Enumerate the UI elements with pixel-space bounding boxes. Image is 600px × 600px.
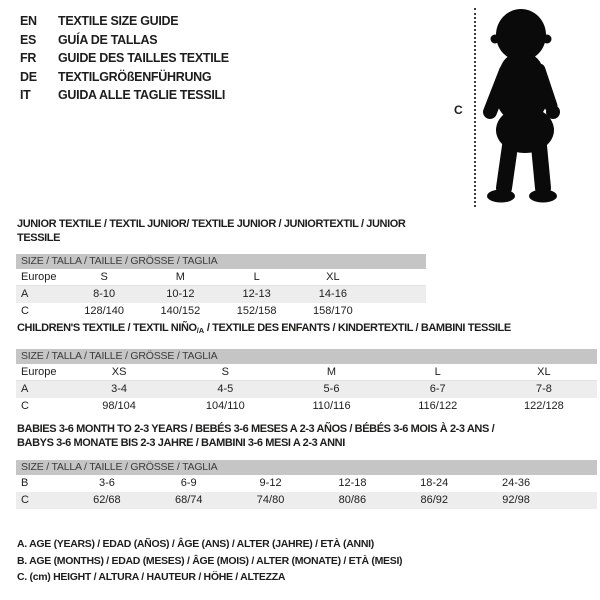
table-cell: 9-12 <box>259 477 282 489</box>
table-cell: M <box>326 366 337 378</box>
language-label: GUIDA ALLE TAGLIE TESSILI <box>58 88 226 103</box>
table-cell: 62/68 <box>93 494 121 506</box>
junior-table-rows <box>16 269 426 320</box>
table-cell: L <box>434 366 441 378</box>
table-cell: XL <box>326 271 340 283</box>
language-code: DE <box>20 69 37 84</box>
table-row <box>16 398 597 415</box>
footnote-c: C. (cm) HEIGHT / ALTURA / HAUTEUR / HÖHE / ALTEZZA <box>17 571 286 583</box>
table-cell: 110/116 <box>312 400 351 412</box>
table-row <box>16 303 426 320</box>
table-cell: 4-5 <box>217 383 234 395</box>
table-row <box>16 492 597 509</box>
children-title-suffix: / TEXTILE DES ENFANTS / KINDERTEXTIL / BAMBINI TESSILE <box>204 322 511 334</box>
table-row <box>16 286 426 303</box>
language-row-de <box>20 68 340 87</box>
children-textile-table <box>16 321 597 415</box>
table-cell: 98/104 <box>102 400 136 412</box>
babies-textile-table <box>16 422 597 509</box>
table-cell: 122/128 <box>524 400 564 412</box>
table-cell: M <box>175 271 185 283</box>
babies-title-line1: BABIES 3-6 MONTH TO 2-3 YEARS / BEBÉS 3-6 MESES A 2-3 AÑOS / BÉBÉS 3-6 MOIS À 2-3 ANS / <box>17 423 495 435</box>
babies-table-rows <box>16 475 597 509</box>
size-header-bar: SIZE / TALLA / TAILLE / GRÖSSE / TAGLIA <box>16 349 597 364</box>
row-label: Europe <box>21 366 57 378</box>
footnote-b: B. AGE (MONTHS) / EDAD (MESES) / ÂGE (MOIS) / ALTER (MONATE) / ETÀ (MESI) <box>17 554 403 567</box>
babies-table-title <box>16 422 597 450</box>
language-list <box>20 12 340 105</box>
table-cell: 6-7 <box>429 383 446 395</box>
language-label: GUÍA DE TALLAS <box>58 32 158 47</box>
table-cell: 24-36 <box>501 477 531 489</box>
table-cell: 140/152 <box>160 305 201 317</box>
table-row <box>16 475 597 492</box>
table-cell: 74/80 <box>256 494 285 506</box>
table-cell: 152/158 <box>236 305 277 317</box>
table-cell: 80/86 <box>338 494 367 506</box>
language-code: FR <box>20 51 37 66</box>
language-row-fr <box>20 49 340 68</box>
size-header-bar: SIZE / TALLA / TAILLE / GRÖSSE / TAGLIA <box>16 460 597 475</box>
table-cell: 12-18 <box>338 477 367 489</box>
table-row <box>16 381 597 398</box>
language-row-en <box>20 12 340 31</box>
language-row-es <box>20 31 340 50</box>
table-row <box>16 364 597 381</box>
table-row <box>16 269 426 286</box>
table-cell: 104/110 <box>205 400 245 412</box>
children-table-title <box>16 321 597 338</box>
table-cell: 7-8 <box>535 383 552 395</box>
size-header-bar: SIZE / TALLA / TAILLE / GRÖSSE / TAGLIA <box>16 254 426 269</box>
junior-textile-table <box>16 217 426 320</box>
height-measure-label: C <box>454 103 463 117</box>
table-cell: L <box>253 271 260 283</box>
table-cell: XL <box>537 366 551 378</box>
footnotes <box>17 536 402 586</box>
baby-silhouette-icon <box>483 8 567 205</box>
row-label: C <box>21 305 29 317</box>
language-label: TEXTILE SIZE GUIDE <box>58 14 179 28</box>
row-label: B <box>21 477 29 489</box>
children-title-sub: /A <box>196 326 205 335</box>
table-cell: S <box>221 366 229 378</box>
table-cell: 18-24 <box>420 477 449 489</box>
table-cell: 3-6 <box>98 477 115 489</box>
children-table-rows <box>16 364 597 415</box>
table-cell: 8-10 <box>93 288 116 300</box>
table-cell: 5-6 <box>323 383 340 395</box>
language-code: IT <box>20 88 31 103</box>
junior-table-title: JUNIOR TEXTILE / TEXTIL JUNIOR/ TEXTILE JUNIOR / JUNIORTEXTIL / JUNIOR TESSILE <box>17 218 406 244</box>
height-measure-dotted-line <box>474 8 476 207</box>
table-cell: 3-4 <box>111 383 128 395</box>
language-code: EN <box>20 14 37 28</box>
babies-title-line2: BABYS 3-6 MONATE BIS 2-3 JAHRE / BAMBINI 3-6 MESI A 2-3 ANNI <box>17 437 345 449</box>
footnote-a: A. AGE (YEARS) / EDAD (AÑOS) / ÂGE (ANS) / ALTER (JAHRE) / ETÀ (ANNI) <box>17 538 374 550</box>
table-cell: 14-16 <box>318 288 347 300</box>
table-cell: 6-9 <box>180 477 197 489</box>
table-cell: 68/74 <box>174 494 203 506</box>
table-cell: 128/140 <box>84 305 124 317</box>
table-cell: 10-12 <box>166 288 195 300</box>
row-label: Europe <box>21 271 57 283</box>
language-label: TEXTILGRÖßENFÜHRUNG <box>58 69 212 84</box>
row-label: C <box>21 400 29 412</box>
row-label: A <box>21 383 29 395</box>
row-label: C <box>21 494 29 506</box>
table-cell: S <box>100 271 108 283</box>
language-row-it <box>20 86 340 105</box>
table-cell: 12-13 <box>242 288 271 300</box>
table-cell: 158/170 <box>312 305 353 317</box>
table-cell: 116/122 <box>418 400 458 412</box>
table-cell: XS <box>111 366 127 378</box>
language-code: ES <box>20 32 37 47</box>
table-cell: 86/92 <box>420 494 448 506</box>
children-title-prefix: CHILDREN'S TEXTILE / TEXTIL NIÑO <box>17 322 197 334</box>
row-label: A <box>21 288 29 300</box>
language-label: GUIDE DES TAILLES TEXTILE <box>58 51 229 66</box>
table-cell: 92/98 <box>502 494 530 506</box>
